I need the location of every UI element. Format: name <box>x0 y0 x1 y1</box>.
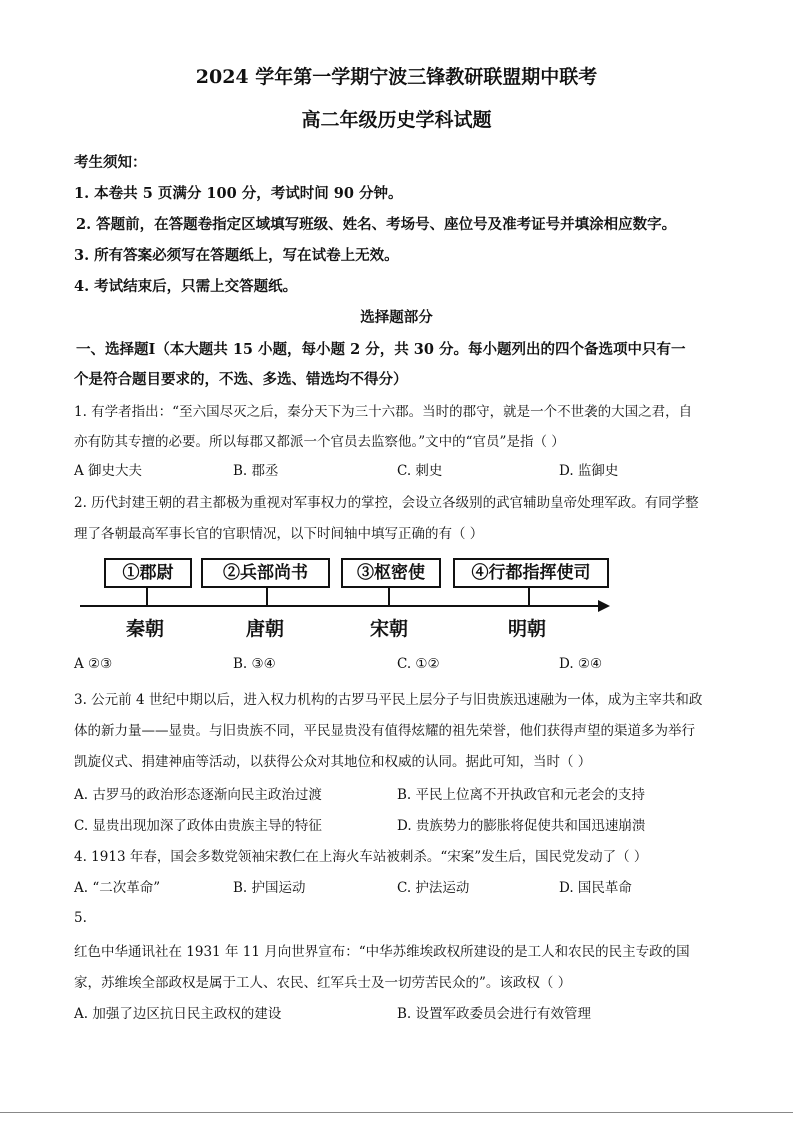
part-instructions-cont: 个是符合题目要求的，不选、多选、错选均不得分） <box>74 371 408 388</box>
question-2-text: 理了各朝最高军事长官的官职情况，以下时间轴中填写正确的有（ ） <box>74 526 484 542</box>
notice-item: 3. 所有答案必须写在答题纸上，写在试卷上无效。 <box>74 247 399 264</box>
q1-option-b: B. 郡丞 <box>233 463 279 479</box>
timeline-tick <box>388 587 390 605</box>
timeline-dynasty-song: 宋朝 <box>370 618 409 640</box>
exam-title: 2024 学年第一学期宁波三锋教研联盟期中联考 <box>195 66 598 88</box>
section-title: 选择题部分 <box>360 309 433 326</box>
page-bottom-divider <box>0 1112 793 1113</box>
timeline-dynasty-tang: 唐朝 <box>246 618 285 640</box>
timeline-dynasty-ming: 明朝 <box>508 618 547 640</box>
q1-option-d: D. 监御史 <box>559 463 619 479</box>
notice-item: 1. 本卷共 5 页满分 100 分，考试时间 90 分钟。 <box>74 185 403 202</box>
timeline-tick <box>528 587 530 605</box>
q3-option-c: C. 显贵出现加深了政体由贵族主导的特征 <box>74 818 322 834</box>
q4-option-a: A. “二次革命” <box>74 880 161 896</box>
q2-option-a: A ②③ <box>74 656 113 672</box>
q3-option-b: B. 平民上位离不开执政官和元老会的支持 <box>397 787 646 803</box>
timeline-dynasty-qin: 秦朝 <box>126 618 165 640</box>
q5-option-a: A. 加强了边区抗日民主政权的建设 <box>74 1006 282 1022</box>
question-5-number: 5. <box>74 910 87 926</box>
question-2-text: 2. 历代封建王朝的君主都极为重视对军事权力的掌控，会设立各级别的武官辅助皇帝处理军政。有同学整 <box>74 495 699 511</box>
q2-option-d: D. ②④ <box>559 656 603 672</box>
q2-option-b: B. ③④ <box>233 656 276 672</box>
q5-option-b: B. 设置军政委员会进行有效管理 <box>397 1006 592 1022</box>
q4-option-c: C. 护法运动 <box>397 880 470 896</box>
part-instructions: 一、选择题Ⅰ（本大题共 15 小题，每小题 2 分，共 30 分。每小题列出的四个备选项中只有一 <box>76 341 686 358</box>
timeline-tick <box>266 587 268 605</box>
question-4-text: 4. 1913 年春，国会多数党领袖宋教仁在上海火车站被刺杀。“宋案”发生后，国民党发动了（ ） <box>74 849 648 865</box>
notice-item: 4. 考试结束后，只需上交答题纸。 <box>74 278 298 295</box>
timeline-arrow-icon <box>598 600 610 612</box>
timeline-box-1: ①郡尉 <box>104 558 192 588</box>
question-3-text: 凯旋仪式、捐建神庙等活动，以获得公众对其地位和权威的认同。据此可知，当时（ ） <box>74 754 592 770</box>
exam-subtitle: 高二年级历史学科试题 <box>301 109 492 131</box>
q2-option-c: C. ①② <box>397 656 440 672</box>
q4-option-b: B. 护国运动 <box>233 880 306 896</box>
q3-option-d: D. 贵族势力的膨胀将促使共和国迅速崩溃 <box>397 818 646 834</box>
question-5-text: 红色中华通讯社在 1931 年 11 月向世界宣布：“中华苏维埃政权所建设的是工人和农民的民主专政的国 <box>74 944 690 960</box>
timeline-axis <box>80 605 600 607</box>
question-3-text: 3. 公元前 4 世纪中期以后，进入权力机构的古罗马平民上层分子与旧贵族迅速融为一体，成为主宰共和政 <box>74 692 703 708</box>
question-1-text: 亦有防其专擅的必要。所以每郡又都派一个官员去监察他。”文中的“官员”是指（ ） <box>74 434 565 450</box>
timeline-tick <box>146 587 148 605</box>
q3-option-a: A. 古罗马的政治形态逐渐向民主政治过渡 <box>74 787 322 803</box>
timeline-box-3: ③枢密使 <box>341 558 441 588</box>
notice-item: 2. 答题前，在答题卷指定区域填写班级、姓名、考场号、座位号及准考证号并填涂相应数字。 <box>76 216 677 233</box>
q1-option-a: A 御史大夫 <box>74 463 143 479</box>
q4-option-d: D. 国民革命 <box>559 880 632 896</box>
notice-heading: 考生须知： <box>74 154 147 171</box>
question-5-text: 家，苏维埃全部政权是属于工人、农民、红军兵士及一切劳苦民众的”。该政权（ ） <box>74 975 572 991</box>
question-1-text: 1. 有学者指出：“至六国尽灭之后，秦分天下为三十六郡。当时的郡守，就是一个不世袭的大国之君，自 <box>74 404 693 420</box>
timeline-box-2: ②兵部尚书 <box>201 558 330 588</box>
timeline-box-4: ④行都指挥使司 <box>453 558 609 588</box>
question-3-text: 体的新力量——显贵。与旧贵族不同，平民显贵没有值得炫耀的祖先荣誉，他们获得声望的渠道多为举行 <box>74 723 695 739</box>
q1-option-c: C. 刺史 <box>397 463 443 479</box>
